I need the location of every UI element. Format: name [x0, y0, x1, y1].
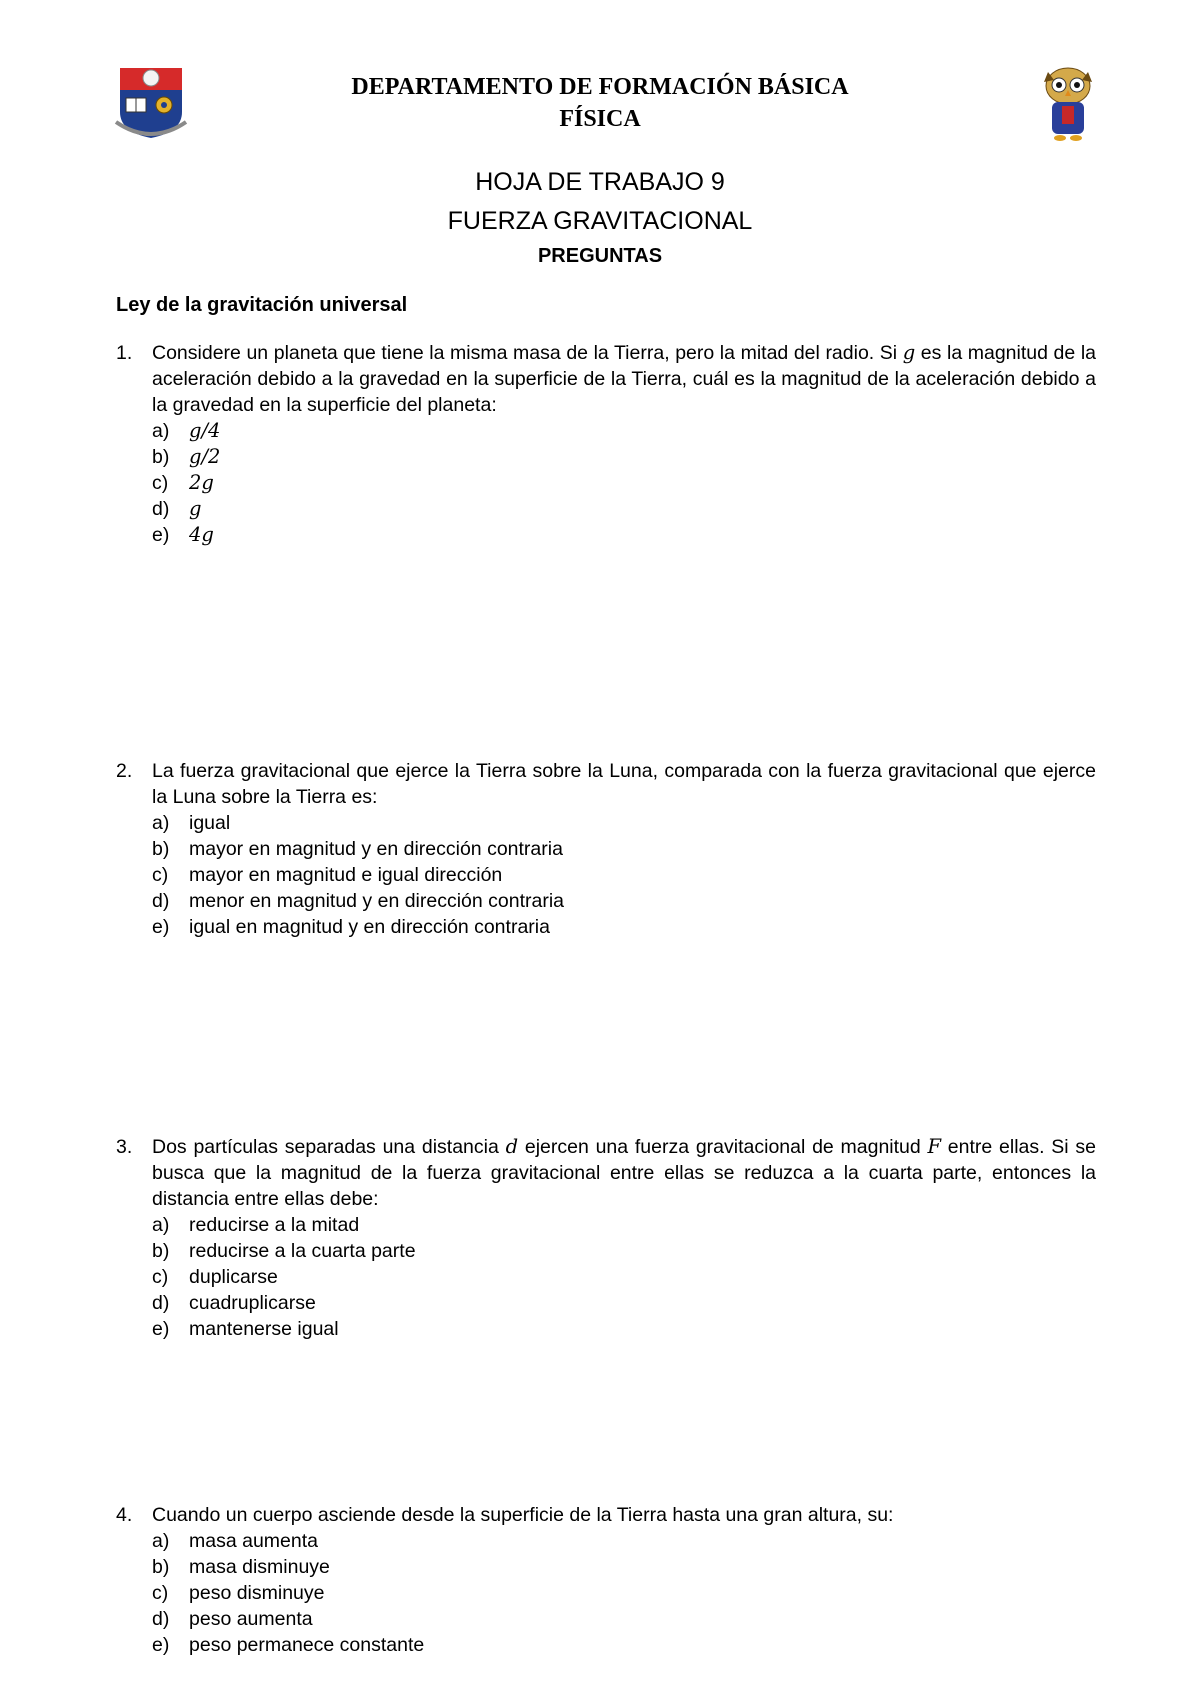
question-stem: Cuando un cuerpo asciende desde la superficie de la Tierra hasta una gran altura, su: [152, 1504, 894, 1526]
answer-option: d) cuadruplicarse [152, 1292, 316, 1314]
answer-option: a) reducirse a la mitad [152, 1214, 360, 1236]
answer-options [116, 418, 1096, 548]
question-stem: La fuerza gravitacional que ejerce la Tierra sobre la Luna, comparada con la fuerza gravitacional que ejerce la Luna sobre la Tierra es: [152, 760, 1096, 808]
answer-option: c) 2g [152, 471, 214, 494]
answer-options [116, 1528, 1096, 1658]
answer-option: e) peso permanece constante [152, 1634, 425, 1656]
subject-title: FÍSICA [559, 106, 641, 132]
answer-option: c) mayor en magnitud e igual dirección [152, 864, 503, 886]
answer-option: e) mantenerse igual [152, 1318, 339, 1340]
question-1 [116, 340, 1096, 548]
question-number: 3. [116, 1136, 133, 1158]
answer-option: e) igual en magnitud y en dirección contraria [152, 916, 550, 938]
answer-option: c) duplicarse [152, 1266, 278, 1288]
answer-option: e) 4g [152, 523, 214, 546]
answer-option: c) peso disminuye [152, 1582, 325, 1604]
answer-option: b) masa disminuye [152, 1556, 330, 1578]
answer-option: a) masa aumenta [152, 1530, 318, 1552]
question-stem: Considere un planeta que tiene la misma masa de la Tierra, pero la mitad del radio. Si g es la magnitud de la aceleración debido a la gravedad en la superficie de la Tierra, cuál es la magnitud de la aceleración debido a la gravedad en la superficie del planeta: [152, 341, 1096, 416]
question-2 [116, 758, 1096, 940]
question-4 [116, 1502, 1096, 1658]
worksheet-title: HOJA DE TRABAJO 9 [475, 168, 725, 196]
question-number: 2. [116, 760, 133, 782]
answer-options [116, 1212, 1096, 1342]
answer-option: d) g [152, 497, 202, 520]
answer-option: b) g/2 [152, 445, 221, 468]
answer-option: a) igual [152, 812, 231, 834]
question-number: 4. [116, 1504, 133, 1526]
answer-option: d) peso aumenta [152, 1608, 313, 1630]
question-stem: Dos partículas separadas una distancia d ejercen una fuerza gravitacional de magnitud F entre ellas. Si se busca que la magnitud de la fuerza gravitacional entre ellas se reduzca a la cuarta parte, entonces la distancia entre ellas debe: [152, 1135, 1097, 1210]
answer-option: a) g/4 [152, 419, 221, 442]
worksheet-topic: FUERZA GRAVITACIONAL [447, 207, 753, 235]
worksheet-subtitle: PREGUNTAS [537, 245, 663, 267]
section-heading: Ley de la gravitación universal [116, 294, 408, 316]
answer-option: d) menor en magnitud y en dirección contraria [152, 890, 565, 912]
question-3 [116, 1134, 1096, 1342]
answer-options [116, 810, 1096, 940]
answer-option: b) mayor en magnitud y en dirección contraria [152, 838, 563, 860]
question-number: 1. [116, 342, 133, 364]
answer-option: b) reducirse a la cuarta parte [152, 1240, 416, 1262]
department-title: DEPARTAMENTO DE FORMACIÓN BÁSICA [351, 74, 849, 100]
